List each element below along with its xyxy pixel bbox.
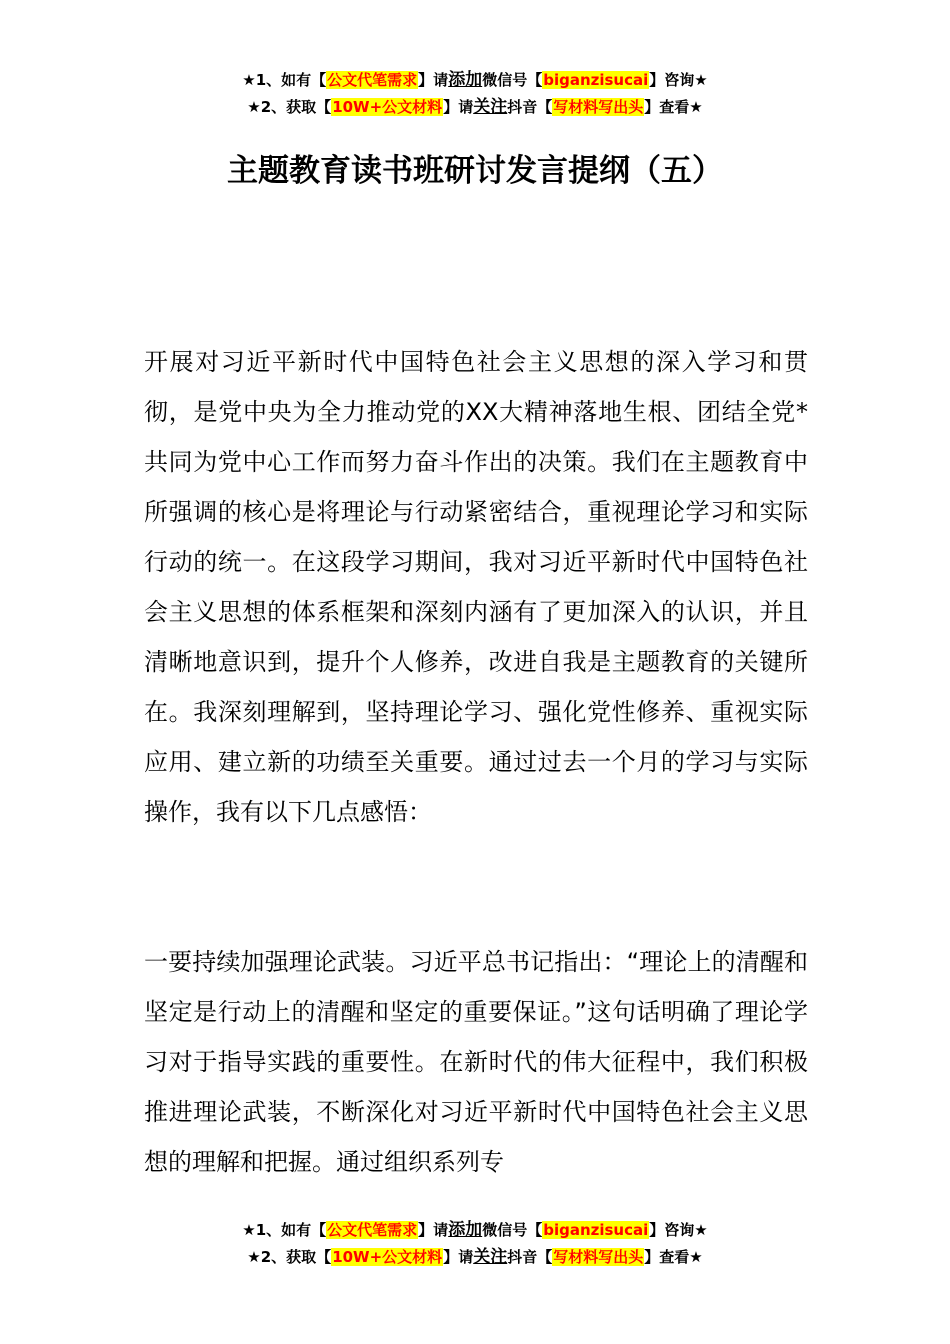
banner-text: 】咨询★ [649, 71, 708, 89]
banner-text: ★1、如有【 [242, 71, 327, 89]
highlight-douyin-id: 写材料写出头 [553, 98, 644, 116]
banner-text: 】请 [443, 1248, 474, 1266]
banner-text: 】查看★ [644, 1248, 703, 1266]
highlight-materials: 10W+公文材料 [332, 1248, 443, 1266]
footer-banner-line-2 [0, 1244, 950, 1271]
banner-text: 抖音【 [507, 98, 553, 116]
header-banner-line-1 [0, 67, 950, 94]
highlight-service: 公文代笔需求 [327, 1221, 418, 1239]
banner-text: 】咨询★ [649, 1221, 708, 1239]
paragraph-intro: 开展对习近平新时代中国特色社会主义思想的深入学习和贯彻，是党中央为全力推动党的XX大精神落地生根、团结全党*共同为党中心工作而努力奋斗作出的决策。我们在主题教育中所强调的核心是将理论与行动紧密结合，重视理论学习和实际行动的统一。在这段学习期间，我对习近平新时代中国特色社会主义思想的体系框架和深刻内涵有了更加深入的认识，并且清晰地意识到，提升个人修养，改进自我是主题教育的关键所在。我深刻理解到，坚持理论学习、强化党性修养、重视实际应用、建立新的功绩至关重要。通过过去一个月的学习与实际操作，我有以下几点感悟： [144, 348, 808, 826]
banner-text: ★2、获取【 [247, 98, 332, 116]
highlight-douyin-id: 写材料写出头 [553, 1248, 644, 1266]
underlined-text: 关注 [473, 1247, 508, 1267]
underlined-text: 添加 [448, 1220, 483, 1240]
document-title: 主题教育读书班研讨发言提纲（五） [227, 153, 723, 189]
banner-text: 微信号【 [482, 71, 543, 89]
footer-banner-line-1 [0, 1217, 950, 1244]
header-banner-line-2 [0, 94, 950, 121]
highlight-service: 公文代笔需求 [327, 71, 418, 89]
banner-text: 】请 [418, 1221, 449, 1239]
paragraph-point-one: 一要持续加强理论武装。习近平总书记指出：“理论上的清醒和坚定是行动上的清醒和坚定的重要保证。”这句话明确了理论学习对于指导实践的重要性。在新时代的伟大征程中，我们积极推进理论武装，不断深化对习近平新时代中国特色社会主义思想的理解和把握。通过组织系列专 [144, 948, 808, 1176]
banner-text: 微信号【 [482, 1221, 543, 1239]
banner-text: ★1、如有【 [242, 1221, 327, 1239]
header-banner [0, 67, 950, 121]
highlight-wechat-id: biganzisucai [543, 71, 649, 89]
highlight-materials: 10W+公文材料 [332, 98, 443, 116]
banner-text: ★2、获取【 [247, 1248, 332, 1266]
banner-text: 抖音【 [507, 1248, 553, 1266]
banner-text: 】请 [418, 71, 449, 89]
banner-text: 】请 [443, 98, 474, 116]
banner-text: 】查看★ [644, 98, 703, 116]
underlined-text: 添加 [448, 70, 483, 90]
highlight-wechat-id: biganzisucai [543, 1221, 649, 1239]
underlined-text: 关注 [473, 97, 508, 117]
footer-banner [0, 1217, 950, 1271]
